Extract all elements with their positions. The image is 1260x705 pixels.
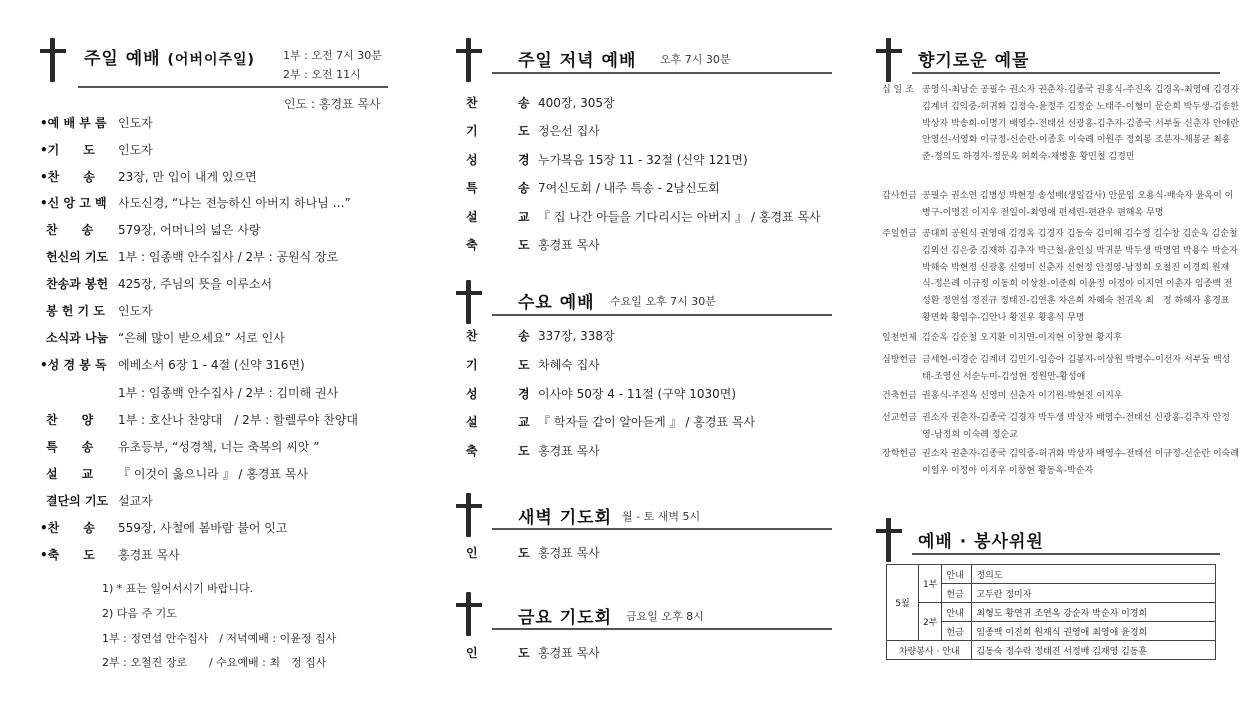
offering-names: 공대희 공원식 권영애 김경옥 김경자 김동숙 김미해 김수정 김수창 김순옥 김순철 김외선 김은중 김재하 김추자 박근철-윤인실 박귀분 박두생 박명엽 박용수 박순자 박해숙 박현정 신광홍 신영미 신춘자 신현정 안정영-남정희 오철진 이경희 원재식-정은례 이규정 이동희 이상찬-이준희 이윤정 이정아 이지연 이춘자 임종백 전성환 정연섭 정진규 정태진-김연훈 차은희 차혜숙 천귀옥 최 정 하혜자 홍경표 황면화 황임수-김안나 황진우 황홍식 무명	[922, 229, 1238, 323]
item-value: 『 학자들 같이 알아듣게 』 / 홍경표 목사	[538, 415, 756, 429]
service-leader: 인도 : 홍경표 목사	[284, 97, 381, 111]
item-label: 설	[466, 415, 478, 429]
offering-names: 김순옥 김순철 오지환 이지연-이지현 이창현 황지후	[922, 333, 1123, 343]
cross-icon	[876, 518, 902, 562]
wednesday-service-time: 수요일 오후 7시 30분	[610, 295, 716, 308]
title-paren: (어버이주일)	[167, 52, 255, 68]
vehicle-label-cell: 차량봉사 · 안내	[887, 641, 972, 660]
offering-group	[882, 188, 1240, 222]
names-cell: 김동숙 정수락 정태진 서정배 김재영 김동훈	[972, 641, 1216, 660]
item-label: •성 경 봉 독	[40, 358, 107, 372]
offering-group	[882, 410, 1240, 444]
offering-label: 일천번제	[882, 333, 917, 343]
item-label: 찬 양	[46, 413, 94, 427]
item-value: 홍경표 목사	[538, 444, 600, 458]
offering-names: 금세현-이경순 김계녀 김민기-임승아 김봉자-이상원 박병수-이선자 서부돌 백성태-조영선 서순누미-김성현 정원만-황성애	[922, 355, 1231, 382]
dawn-prayer-title: 새벽 기도회	[518, 508, 613, 528]
wednesday-service-title: 수요 예배	[518, 293, 595, 313]
role-cell: 헌금	[942, 622, 972, 641]
item-label: 성	[466, 387, 478, 401]
staff-table	[886, 564, 1216, 660]
item-value: 7여신도회 / 내주 특송 - 2남신도회	[538, 181, 720, 195]
item-label: 찬	[466, 96, 478, 110]
item-label: 도	[518, 124, 530, 138]
item-label: 도	[518, 646, 530, 660]
evening-column	[440, 0, 840, 705]
evening-service-time: 오후 7시 30분	[660, 53, 731, 66]
offering-label: 건축헌금	[882, 391, 917, 401]
item-label: 찬 송	[46, 223, 94, 237]
note: 1) * 표는 일어서시기 바랍니다.	[102, 582, 254, 595]
dawn-prayer-time: 월 - 토 새벽 5시	[622, 510, 701, 523]
item-label: •신 앙 고 백	[40, 196, 107, 210]
offering-names: 권홍식-주진옥 신영미 신춘자 이기원-박현진 이지우	[922, 391, 1123, 401]
item-value: 사도신경, “나는 전능하신 아버지 하나님 …”	[118, 196, 351, 210]
divider	[492, 628, 832, 630]
part-cell: 2부	[919, 603, 942, 641]
divider	[78, 86, 388, 88]
item-label: 소식과 나눔	[46, 331, 109, 345]
item-label: 교	[518, 415, 530, 429]
item-label: 송	[518, 96, 530, 110]
role-cell: 안내	[942, 603, 972, 622]
item-label: 도	[518, 546, 530, 560]
item-value: 1부 : 임종백 안수집사 / 2부 : 김미해 권사	[118, 386, 339, 400]
item-value: 차혜숙 집사	[538, 358, 600, 372]
cross-icon	[40, 38, 66, 82]
item-label: 찬	[466, 329, 478, 343]
item-value: 1부 : 임종백 안수집사 / 2부 : 공원식 장로	[118, 250, 339, 264]
service-time-2: 2부 : 오전 11시	[283, 68, 361, 81]
offering-title: 향기로운 예물	[918, 51, 1030, 71]
cross-icon	[456, 38, 482, 82]
item-label: 축	[466, 238, 478, 252]
item-value: 이사야 50장 4 - 11절 (구약 1030면)	[538, 387, 737, 401]
item-label: •예 배 부 름	[40, 116, 107, 130]
offering-group	[882, 82, 1240, 182]
item-value: 홍경표 목사	[538, 646, 600, 660]
divider	[492, 528, 832, 530]
item-label: 설 교	[46, 467, 94, 481]
item-value: 『 이것이 옳으니라 』 / 홍경표 목사	[118, 467, 309, 481]
item-label: 교	[518, 210, 530, 224]
note: 2) 다음 주 기도	[102, 607, 177, 620]
offering-names: 권소자 권춘자-김종국 김경자 박두생 박상자 배영수-전태선 신광홍-김추자 안정영-남정희 이숙례 정순교	[922, 413, 1230, 440]
item-label: 송	[518, 329, 530, 343]
role-cell: 안내	[942, 565, 972, 584]
cross-icon	[456, 280, 482, 324]
table-row	[887, 565, 1216, 584]
offering-group	[882, 226, 1240, 326]
note: 1부 : 정연섭 안수집사 / 저녁예배 : 이윤정 집사	[102, 632, 337, 645]
item-label: 경	[518, 387, 530, 401]
item-label: 특 송	[46, 440, 94, 454]
item-label: 경	[518, 153, 530, 167]
item-label: 도	[518, 444, 530, 458]
item-label: 기	[466, 124, 478, 138]
item-value: 400장, 305장	[538, 96, 615, 110]
item-value: “은혜 많이 받으세요” 서로 인사	[118, 331, 285, 345]
item-value: 인도자	[118, 304, 153, 318]
item-label: 특	[466, 181, 478, 195]
item-value: 425장, 주님의 뜻을 이루소서	[118, 277, 273, 291]
names-cell: 최형도 황연귀 조연옥 강순자 박순자 이경희	[972, 603, 1216, 622]
part-cell: 1부	[919, 565, 942, 603]
names-cell: 임종백 이진희 원재식 권영애 최영애 윤경희	[972, 622, 1216, 641]
item-value: 23장, 만 입이 내게 있으면	[118, 170, 257, 184]
offering-group	[882, 352, 1240, 386]
item-label: •찬 송	[40, 170, 95, 184]
item-value: 홍경표 목사	[118, 548, 180, 562]
offering-group	[882, 446, 1240, 480]
names-cell: 정의도	[972, 565, 1216, 584]
friday-prayer-time: 금요일 오후 8시	[626, 610, 704, 623]
table-row	[887, 641, 1216, 660]
sunday-service-title	[84, 44, 255, 69]
offering-label: 감사헌금	[882, 191, 917, 201]
item-value: 559장, 사철에 봄바람 불어 잇고	[118, 521, 288, 535]
offering-label: 심방헌금	[882, 355, 917, 365]
offering-group	[882, 330, 1240, 347]
item-value: 579장, 어머니의 넓은 사랑	[118, 223, 261, 237]
item-value: 설교자	[118, 494, 153, 508]
offering-label: 십 일 조	[882, 85, 914, 95]
item-value: 홍경표 목사	[538, 238, 600, 252]
item-value: 누가복음 15장 11 - 32절 (신약 121면)	[538, 153, 748, 167]
table-row	[887, 603, 1216, 622]
offering-label: 장학헌금	[882, 449, 917, 459]
item-value: 1부 : 호산나 찬양대 / 2부 : 할렐루야 찬양대	[118, 413, 358, 427]
names-cell: 고두란 정미자	[972, 584, 1216, 603]
item-label: 도	[518, 358, 530, 372]
offering-group	[882, 388, 1240, 405]
item-value: 337장, 338장	[538, 329, 615, 343]
item-label: 인	[466, 546, 478, 560]
item-value: 인도자	[118, 116, 153, 130]
item-label: 송	[518, 181, 530, 195]
cross-icon	[876, 38, 902, 82]
item-value: 정은선 집사	[538, 124, 600, 138]
item-label: 성	[466, 153, 478, 167]
cross-icon	[456, 592, 482, 636]
note: 2부 : 오철진 장로 / 수요예배 : 최 정 집사	[102, 656, 327, 669]
item-label: 헌신의 기도	[46, 250, 109, 264]
divider	[912, 553, 1220, 555]
cross-icon	[456, 493, 482, 537]
item-label: 찬송과 봉헌	[46, 277, 109, 291]
item-label: 설	[466, 210, 478, 224]
item-label: 인	[466, 646, 478, 660]
title-text: 주일 예배	[84, 49, 161, 69]
item-label: 봉 헌 기 도	[46, 304, 105, 318]
item-label: 축	[466, 444, 478, 458]
sunday-service-column	[0, 0, 420, 705]
offering-names: 권소자 권춘자-김종국 김익중-허귀화 박상자 배영수-전태선 이규정-신순란 이숙례 이일우 이정아 이지우 이창현 황동옥-박순자	[922, 449, 1240, 476]
offering-names: 공필수 권소연 김병성 박현정 송성배(생일감사) 안문임 오용식-배숙자 윤옥이 이병구-이명진 이지우 전일이-최영애 편세린-편관우 편해옥 무명	[922, 191, 1234, 218]
offering-names: 공영식-최남순 공필수 권소자 권춘자-김종국 권홍식-주진옥 김경옥-최영애 김경자 김계녀 김익중-허귀화 김정숙-윤정주 김정순 노태주-이형미 문순희 박두생-김송한 박상자 박송희-이명기 배영수-전태선 신광홍-김추자-김종국 서부돌 신춘자 안애란 안영선-서영화 이규정-신순란-이종호 이숙례 이원주 정회봉 조분자-채봉균 최홍준-정의도 하경자-정문옥 허희숙-채병훈 황민철 김정민	[922, 85, 1240, 163]
friday-prayer-title: 금요 기도회	[518, 608, 613, 628]
role-cell: 헌금	[942, 584, 972, 603]
item-value: 인도자	[118, 143, 153, 157]
item-label: •축 도	[40, 548, 95, 562]
item-label: 도	[518, 238, 530, 252]
item-label: •찬 송	[40, 521, 95, 535]
divider	[492, 72, 832, 74]
service-time-1: 1부 : 오전 7시 30분	[283, 49, 382, 62]
item-label: •기 도	[40, 143, 95, 157]
item-label: 기	[466, 358, 478, 372]
staff-title: 예배 · 봉사위원	[918, 532, 1044, 552]
item-value: 『 집 나간 아들을 기다리시는 아버지 』 / 홍경표 목사	[538, 210, 821, 224]
item-value: 홍경표 목사	[538, 546, 600, 560]
offering-label: 주일헌금	[882, 229, 917, 239]
divider	[492, 314, 832, 316]
month-cell: 5월	[887, 565, 919, 641]
divider	[912, 72, 1220, 74]
evening-service-title: 주일 저녁 예배	[518, 51, 637, 71]
item-label: 결단의 기도	[46, 494, 109, 508]
item-value: 에베소서 6장 1 - 4절 (신약 316면)	[118, 358, 305, 372]
offering-label: 선교헌금	[882, 413, 917, 423]
item-value: 유초등부, “성경책, 너는 축복의 씨앗 ”	[118, 440, 320, 454]
